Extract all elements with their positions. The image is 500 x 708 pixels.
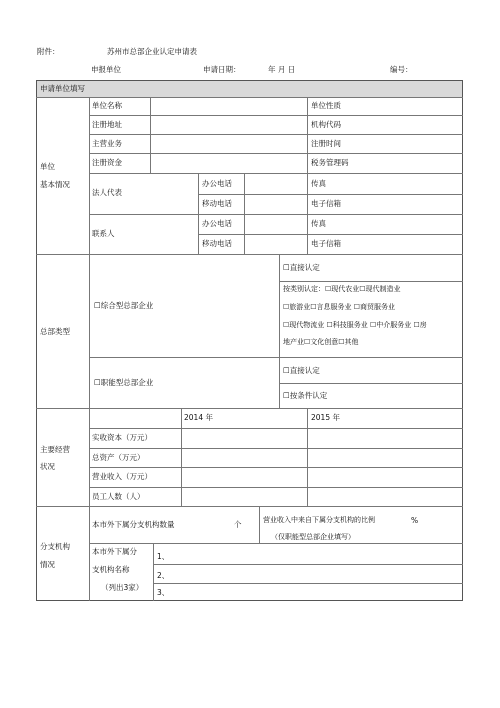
branch-count-label: 本市外下属分支机构数量 bbox=[92, 520, 175, 529]
comprehensive-hq-checkbox[interactable]: ☐综合型总部企业 bbox=[94, 301, 154, 310]
branch-names-note: （列出3家） bbox=[101, 583, 144, 592]
rule bbox=[89, 467, 463, 468]
year-2015-header: 2015 年 bbox=[311, 413, 340, 422]
rule bbox=[153, 564, 463, 565]
revenue-label: 营业收入（万元） bbox=[92, 472, 152, 481]
applicant-label: 申报单位 bbox=[91, 65, 121, 74]
contact-label: 联系人 bbox=[92, 229, 115, 238]
rule bbox=[259, 506, 260, 543]
direct-recognition-checkbox[interactable]: ☐直接认定 bbox=[283, 366, 320, 375]
hq-type-side-label: 总部类型 bbox=[40, 327, 70, 336]
number-label: 编号： bbox=[390, 65, 413, 74]
rule bbox=[89, 173, 463, 174]
mobile-phone-label: 移动电话 bbox=[202, 199, 232, 208]
unit-name-label: 单位名称 bbox=[92, 101, 122, 110]
date-ymd: 年 月 日 bbox=[268, 65, 296, 74]
rule bbox=[89, 428, 463, 429]
email-label: 电子信箱 bbox=[311, 199, 341, 208]
basic-side-label: 基本情况 bbox=[40, 180, 70, 189]
paid-capital-label: 实收资本（万元） bbox=[92, 433, 152, 442]
rule bbox=[89, 357, 463, 358]
rule bbox=[244, 173, 245, 254]
rule bbox=[279, 383, 463, 384]
rule bbox=[307, 97, 308, 254]
mobile-phone-label: 移动电话 bbox=[202, 239, 232, 248]
branch-item-2: 2、 bbox=[157, 571, 170, 580]
percent-sign: % bbox=[411, 516, 419, 525]
rule bbox=[89, 487, 463, 488]
rule bbox=[279, 254, 280, 408]
employees-label: 员工人数（人） bbox=[92, 492, 145, 501]
rule bbox=[307, 408, 308, 506]
section-label: 申请单位填写 bbox=[40, 84, 85, 93]
basic-side-label: 单位 bbox=[40, 162, 55, 171]
category-recognition-line[interactable]: 按类别认定：☐现代农业☐现代制造业 bbox=[283, 285, 401, 293]
reg-time-label: 注册时间 bbox=[311, 139, 341, 148]
rule bbox=[150, 97, 151, 173]
rule bbox=[89, 115, 463, 116]
legal-rep-label: 法人代表 bbox=[92, 188, 122, 197]
office-phone-label: 办公电话 bbox=[202, 219, 232, 228]
revenue-ratio-label: 营业收入中来自下属分支机构的比例 bbox=[263, 516, 375, 524]
ratio-note: （仅职能型总部企业填写） bbox=[271, 533, 355, 541]
functional-hq-checkbox[interactable]: ☐职能型总部企业 bbox=[94, 378, 154, 387]
condition-recognition-checkbox[interactable]: ☐按条件认定 bbox=[283, 391, 328, 400]
rule bbox=[198, 173, 199, 254]
email-label: 电子信箱 bbox=[311, 239, 341, 248]
rule bbox=[36, 506, 463, 507]
operations-side-label: 状况 bbox=[40, 462, 55, 471]
section-header-band bbox=[37, 81, 462, 97]
branch-names-label: 支机构名称 bbox=[92, 565, 130, 574]
total-assets-label: 总资产（万元） bbox=[92, 453, 145, 462]
unit-nature-label: 单位性质 bbox=[311, 101, 341, 110]
category-options-line[interactable]: ☐旅游业☐言息服务业 ☐商贸服务业 bbox=[283, 303, 396, 311]
branch-item-1: 1、 bbox=[157, 552, 170, 561]
rule bbox=[153, 583, 463, 584]
rule bbox=[89, 153, 463, 154]
attachment-label: 附件： bbox=[37, 47, 60, 56]
year-2014-header: 2014 年 bbox=[184, 413, 213, 422]
rule bbox=[36, 408, 463, 409]
form-title: 苏州市总部企业认定申请表 bbox=[107, 47, 197, 56]
rule bbox=[198, 234, 463, 235]
rule bbox=[89, 134, 463, 135]
direct-recognition-checkbox[interactable]: ☐直接认定 bbox=[283, 263, 320, 272]
branch-count-unit: 个 bbox=[234, 520, 242, 529]
rule bbox=[198, 194, 463, 195]
category-options-line[interactable]: ☐现代物流业 ☐科技服务业 ☐中介服务业 ☐房 bbox=[283, 321, 427, 329]
category-options-line[interactable]: 地产业☐文化创意☐其他 bbox=[283, 338, 359, 346]
branch-item-3: 3、 bbox=[157, 588, 170, 597]
org-code-label: 机构代码 bbox=[311, 120, 341, 129]
rule bbox=[89, 448, 463, 449]
rule bbox=[153, 543, 154, 601]
reg-address-label: 注册地址 bbox=[92, 120, 122, 129]
reg-capital-label: 注册资金 bbox=[92, 158, 122, 167]
office-phone-label: 办公电话 bbox=[202, 179, 232, 188]
rule bbox=[89, 97, 90, 601]
main-business-label: 主营业务 bbox=[92, 139, 122, 148]
rule bbox=[36, 97, 463, 98]
branch-names-label: 本市外下属分 bbox=[92, 547, 137, 556]
rule bbox=[89, 543, 463, 544]
date-label: 申请日期： bbox=[203, 65, 241, 74]
operations-side-label: 主要经营 bbox=[40, 445, 70, 454]
branches-side-label: 分支机构 bbox=[40, 542, 70, 551]
rule bbox=[181, 408, 182, 506]
fax-label: 传真 bbox=[311, 219, 326, 228]
tax-code-label: 税务管理码 bbox=[311, 158, 349, 167]
fax-label: 传真 bbox=[311, 179, 326, 188]
branches-side-label: 情况 bbox=[40, 560, 55, 569]
rule bbox=[89, 214, 463, 215]
rule bbox=[279, 281, 463, 282]
rule bbox=[36, 254, 463, 255]
